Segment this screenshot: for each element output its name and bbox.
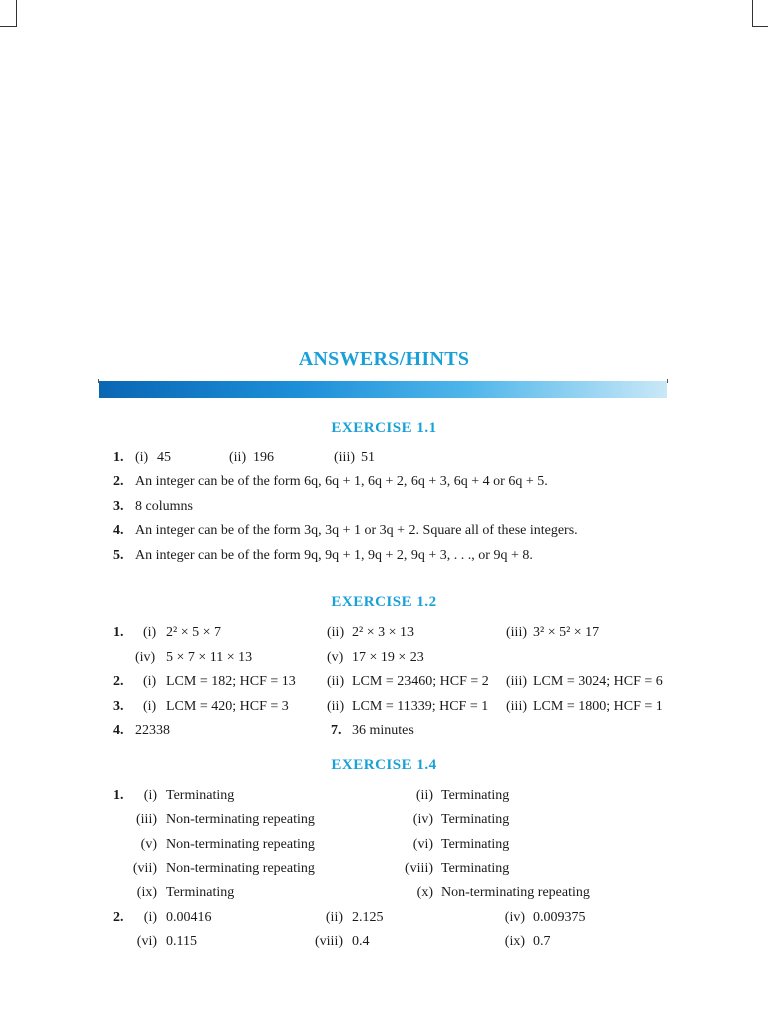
item-label: (iii) xyxy=(506,699,527,714)
question-number: 1. xyxy=(113,450,124,465)
answer-value: Non-terminating repeating xyxy=(166,837,315,852)
item-label: (v) xyxy=(327,650,344,665)
crop-mark xyxy=(0,26,17,27)
item-label: (vii) xyxy=(132,861,157,876)
exercise-title: EXERCISE 1.1 xyxy=(331,420,437,436)
answer-value: LCM = 23460; HCF = 2 xyxy=(352,674,489,689)
answer-value: 45 xyxy=(157,450,171,465)
item-label: (ii) xyxy=(327,674,345,689)
item-label: (viii) xyxy=(405,861,433,876)
band-tick xyxy=(667,379,668,383)
question-number: 7. xyxy=(331,723,342,738)
item-label: (ii) xyxy=(327,625,345,640)
item-label: (i) xyxy=(143,674,157,689)
question-number: 1. xyxy=(113,788,124,803)
exercise-title: EXERCISE 1.4 xyxy=(331,757,437,773)
answer-text: An integer can be of the form 6q, 6q + 1, 6q + 2, 6q + 3, 6q + 4 or 6q + 5. xyxy=(135,474,548,489)
answer-value: LCM = 182; HCF = 13 xyxy=(166,674,296,689)
item-label: (ix) xyxy=(504,934,525,949)
item-label: (i) xyxy=(143,699,157,714)
item-label: (viii) xyxy=(315,934,343,949)
item-label: (iv) xyxy=(412,812,433,827)
answer-value: LCM = 3024; HCF = 6 xyxy=(533,674,663,689)
question-number: 2. xyxy=(113,674,124,689)
item-label: (iv) xyxy=(135,650,156,665)
answer-value: LCM = 420; HCF = 3 xyxy=(166,699,289,714)
item-label: (iv) xyxy=(504,910,525,925)
answer-value: 5 × 7 × 11 × 13 xyxy=(166,650,253,665)
item-label: (ii) xyxy=(327,699,345,714)
answer-value: 2² × 5 × 7 xyxy=(166,625,221,640)
item-label: (iii) xyxy=(506,674,527,689)
answer-value: Non-terminating repeating xyxy=(166,861,315,876)
answer-text: An integer can be of the form 9q, 9q + 1, 9q + 2, 9q + 3, . . ., or 9q + 8. xyxy=(135,548,533,563)
item-label: (vi) xyxy=(412,837,433,852)
question-number: 5. xyxy=(113,548,124,563)
question-number: 1. xyxy=(113,625,124,640)
question-number: 3. xyxy=(113,699,124,714)
item-label: (iii) xyxy=(506,625,527,640)
answer-value: Terminating xyxy=(441,812,510,827)
item-label: (iii) xyxy=(136,812,157,827)
question-number: 3. xyxy=(113,499,124,514)
item-label: (ii) xyxy=(229,450,247,465)
item-label: (v) xyxy=(140,837,157,852)
answer-value: LCM = 1800; HCF = 1 xyxy=(533,699,663,714)
item-label: (vi) xyxy=(136,934,157,949)
answer-value: 2² × 3 × 13 xyxy=(352,625,414,640)
answer-value: Terminating xyxy=(166,788,235,803)
answer-text: 8 columns xyxy=(135,499,193,514)
answer-value: 0.4 xyxy=(352,934,370,949)
answer-value: Terminating xyxy=(441,788,510,803)
answer-value: 196 xyxy=(253,450,274,465)
page-heading: ANSWERS/HINTS xyxy=(298,348,470,370)
answer-value: 0.009375 xyxy=(533,910,586,925)
question-number: 4. xyxy=(113,523,124,538)
answer-text: 36 minutes xyxy=(352,723,414,738)
crop-mark xyxy=(16,0,17,27)
answer-value: 17 × 19 × 23 xyxy=(352,650,424,665)
exercise-title: EXERCISE 1.2 xyxy=(331,594,437,610)
answer-value: 0.7 xyxy=(533,934,551,949)
answer-text: 22338 xyxy=(135,723,170,738)
answer-value: Terminating xyxy=(166,885,235,900)
answer-value: 2.125 xyxy=(352,910,384,925)
answer-value: 0.115 xyxy=(166,934,197,949)
answer-value: 0.00416 xyxy=(166,910,212,925)
item-label: (ii) xyxy=(325,910,343,925)
answer-value: 51 xyxy=(361,450,375,465)
item-label: (i) xyxy=(143,910,157,925)
answer-value: Terminating xyxy=(441,861,510,876)
crop-mark xyxy=(752,26,768,27)
answer-value: Non-terminating repeating xyxy=(441,885,590,900)
answer-value: Terminating xyxy=(441,837,510,852)
question-number: 2. xyxy=(113,910,124,925)
item-label: (ix) xyxy=(136,885,157,900)
item-label: (i) xyxy=(143,625,157,640)
question-number: 4. xyxy=(113,723,124,738)
answer-value: LCM = 11339; HCF = 1 xyxy=(352,699,489,714)
band-tick xyxy=(98,379,99,383)
answer-value: Non-terminating repeating xyxy=(166,812,315,827)
item-label: (ii) xyxy=(415,788,433,803)
crop-mark xyxy=(752,0,753,27)
answer-value: 3² × 5² × 17 xyxy=(533,625,600,640)
item-label: (iii) xyxy=(334,450,355,465)
answer-text: An integer can be of the form 3q, 3q + 1 or 3q + 2. Square all of these integers. xyxy=(135,523,578,538)
item-label: (i) xyxy=(135,450,149,465)
item-label: (i) xyxy=(143,788,157,803)
item-label: (x) xyxy=(416,885,433,900)
question-number: 2. xyxy=(113,474,124,489)
heading-band xyxy=(99,381,667,398)
